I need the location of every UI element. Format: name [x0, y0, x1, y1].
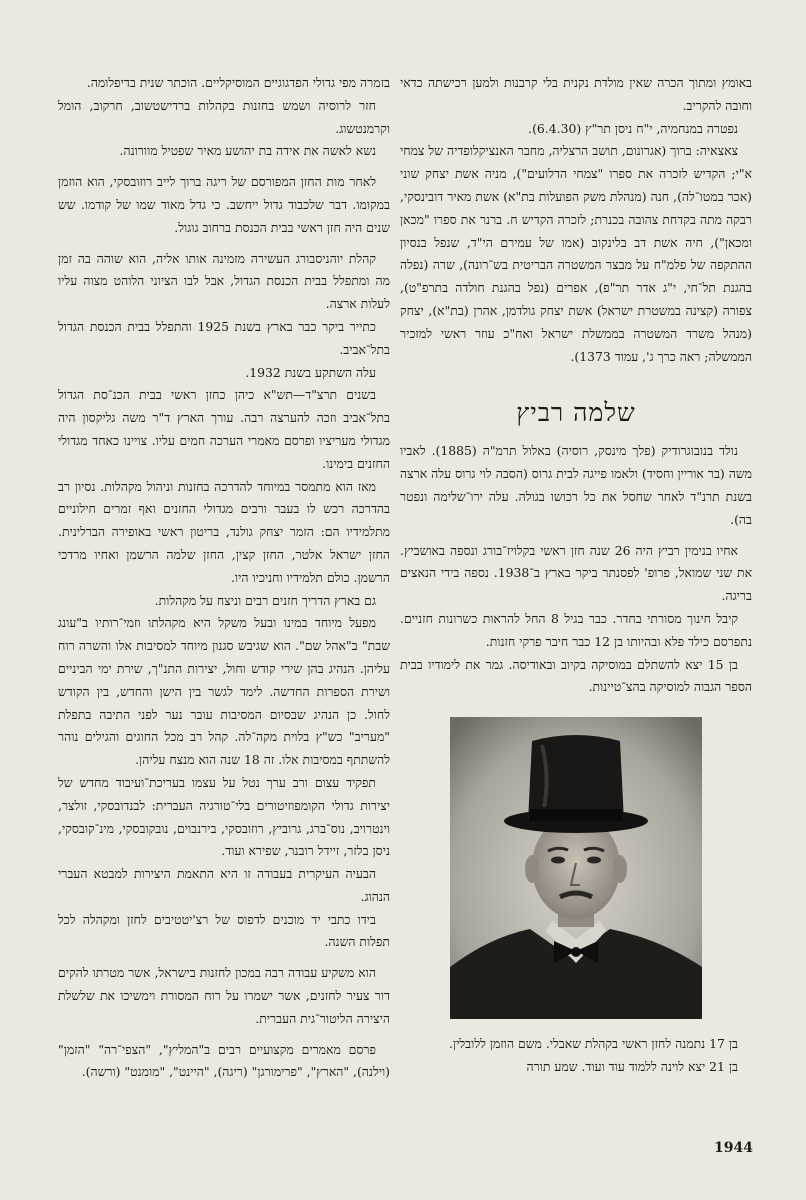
paragraph: עלה השתקע בשנת 1932.	[245, 364, 376, 380]
paragraph: בן 15 יצא להשתלם במוסיקה בקיוב ובאודיסה. גמר את לימודיו בבית הספר הגבוה למוסיקה בהצ־טיינות.	[400, 656, 752, 695]
paragraph: הוא משקיע עבודה רבה במכון לחזנות בישראל, אשר מטרתו להקים דור צעיר לחזנים, אשר ישמרו על רוח המסורת וימשיכו את שלשלת היצירה הליטור־גית העברית.	[58, 965, 390, 1026]
paragraph: לאחר מות החזן המפורסם של ריגה ברוך לייב רוזובסקי, הוא הוזמן במקומו. דבר שלכבוד גדול ייחשב. כי גדל מאוד שמו של קודמו. שש שנים היה חזן ראשי בבית הכנסת ברחוב גוגול.	[58, 174, 390, 235]
paragraph: צאצאיה: ברוך (אגרונום, תושב הרצליה, מחבר האנציקלופדיה של צמחי א"י; הקדיש לזכרה את ספרו "צמחי הדלועים"), מניה אשת יצחק שוני (אכר במטו־לה), חנה (מנהלת משק הפועלות בת"א) אשת מאיר דובינסקי, רבקה מתה בקדחת צהובה בכנרת; לזכרה הקדיש ח. ברנר את ספרו "מכאן ומכאן"), חיה אשת דב בלינקוב (אמו של עמירם הי"ד, שנפל בנסיון ההתקפה של פלמ"ח על מבצר המשטרה הבריטית בש־רונה), שרה (נפלה בהגנת תל־חי, י"ג אדר תר"פ), אפרים (נפל בהגנת חולדה בתרפ"ט), צפורה (קצינה במשטרת ישראל) אשת יצחק גולדמן, אהרן (בת"א), יצחק (מנהל משרד המשטרה בממשלת ישראל ואח"כ עוזר ראשי למזכיר הממשלה; ראה כרך ג', עמוד 1373).	[400, 143, 752, 364]
paragraph: אחיו בנימין רביץ היה 26 שנה חזן ראשי בקלויז־בורג ונספה באושביץ. את שני שמואל, פרופ' לפסנתר ביקר בארץ ב־1938. נספה בידי הנאצים בריגה.	[400, 542, 752, 604]
paragraph: נפטרה במנחמיה, י"ח ניסן תר"ץ (6.4.30).	[528, 120, 738, 136]
paragraph: כתייר ביקר כבר בארץ בשנת 1925 והתפלל בבית הכנסת הגדול בתל־אביב.	[58, 318, 390, 357]
entry-title: שלמה רביץ	[516, 398, 636, 428]
portrait-photo-icon	[450, 717, 702, 1019]
paragraph: באומץ ומתוך הכרה שאין מולדת נקנית בלי קרבנות ולמען רכישתה כדאי וחובה להקריב.	[400, 75, 752, 113]
paragraph: קיבל חינוך מסורתי בחדר. כבר בגיל 8 החל להראות כשרונות חזניים. נתפרסם כילד פלא ובהיותו בן 12 כבר חיבר פרקי חזנות.	[400, 610, 752, 649]
paragraph: בזמרה מפי גדולי הפדגוגיים המוסיקליים. הוכתר שנית בדיפלומה.	[86, 75, 390, 90]
paragraph: בשנים תרצ"ד—תש"א כיהן כחזן ראשי בבית הכנ־סת הגדול בתל־אביב וזכה להערצה רבה. עורך הארץ ד"ר משה גליקסון היה מגדולי מעריציו ופרסם מאמרי הערכה חמים עליו. צויינו כאחד מגדולי החזנים בימינו.	[58, 387, 390, 471]
paragraph: גם בארץ הדריך חזנים רבים וניצח על מקהלות.	[154, 592, 376, 608]
paragraph: תפקיד עצום ורב ערך נטל על עצמו בעריכת־ועיבוד מחדש של יצירות גדולי הקומפוזיטורים בלי־טורגיה העברית: לבנדובסקי, זולצר, וינטרויב, נוס־ברג, גרוביץ, רוזובסקי, בירנבוים, נובקובסקי, מינ־קובסקי, ניסן בלזר, זיידל רובנר, שפירא ועוד.	[58, 774, 390, 859]
portrait-photo	[450, 717, 702, 1019]
page-number: 1944	[714, 1140, 753, 1156]
paragraph: מאז הוא מתמסר במיוחד להדרכה בחזנות וניהול מקהלות. נסיון רב בהדרכה רכש לו בעבר ורבים מגדולי החזנים ואף זמרים חילוניים מתלמידיו הם: הזמר יצחק גולנד, בריטון ראשי באופירה הברלינית. החזן ישראל אלטר, החזן קצין, החזן שלמה הרשמן ואחיו מרדכי הרשמן. כולם תלמידיו וחניכיו היו.	[58, 478, 390, 585]
left-column	[58, 72, 390, 1084]
paragraph: מפעל מיוחד במינו ובעל משקל היא מקהלתו וזמי־רותיו ב"עונג שבת" ב"אהל שם". הוא שגיבש סגנון מיוחד למסיבות אלו והשרה רוח עליהן. הנהיג בהן שירי קודש וחול, יצירות התנ"ך, שירת ימי הביניים ושירת הספרות החדשה. לימד לגשר בין הישן והחדש, בין הקודש לחול. כן הנהיג שבסיום המסיבות עובר נער לפני התיבה בתפלת "מעריב" כש"ץ בלוית מקה־לה. קהל רב מכל החוגים והגילים נוהר להשתתף במסיבות אלו. זה 18 שנה הוא מנצח עליהן.	[58, 615, 390, 768]
paragraph: פרסם מאמרים מקצועיים רבים ב"המליץ", "הצפי־רה" "הזמן" (וילנה), "הארץ", "פרימורגן" (ריגה), "היינט", "מומנט" (ורשה).	[58, 1041, 390, 1080]
paragraph: בידו כתבי יד מוכנים לדפוס של רצ'יטטיבים לחזן ומקהלה לכל תפלות השנה.	[58, 911, 390, 950]
paragraph: נשא לאשה את אידה בת יהושע מאיר שפטיל מוורונה.	[119, 143, 376, 159]
paragraph: חזר לרוסיה ושמש בחזנות בקהלות ברדישטשוב, חרקוב, הומל וקרמנטשוג.	[58, 97, 390, 136]
right-column	[400, 72, 752, 1079]
paragraph: קהלת יוהניסבורג העשירה מזמינה אותו אליה, הוא שוהה בה זמן מה ומתפלל בבית הכנסת הגדול, אבל לבו הציוני הלוהט מצוה עליו לעלות ארצה.	[58, 250, 390, 312]
paragraph: הבעיה העיקרית בעבודה זו היא התאמת היצירות למבטא העברי הנהוג.	[58, 866, 390, 904]
paragraph: בן 21 יצא לוינה ללמוד עוד ועוד. שמע תורה	[526, 1058, 738, 1074]
paragraph: בן 17 נתמנה לחזן ראשי בקהלת שאבלי. משם הוזמן ללובלין.	[449, 1036, 738, 1052]
paragraph: נולד בנובוגרודיק (פלך מינסק, רוסיה) באלול תרמ"ה (1885). לאביו משה (בר אוריין וחסיד) ולאמו פייגה לבית גרוס (הסבה לוי גרוס עלה ארצה בשנת תרנ"ד לאחר שחסל את כל רכושו בגולה. עלה ירו־שלימה ונפטר בה).	[400, 443, 752, 527]
